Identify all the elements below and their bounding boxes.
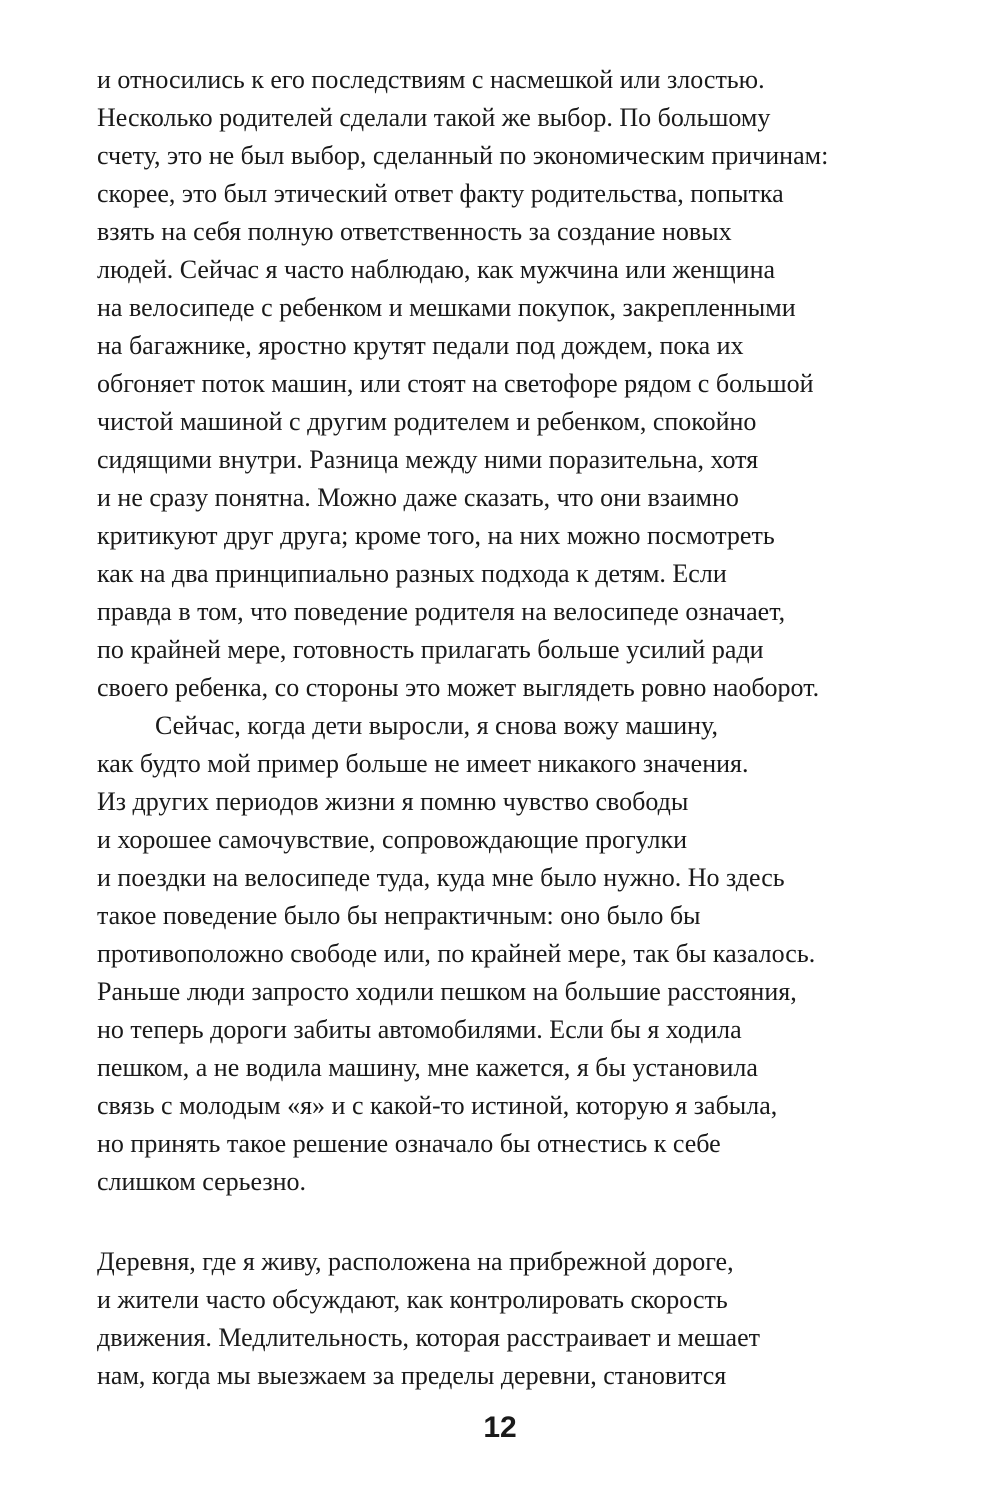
text-line: критикуют друг друга; кроме того, на них можно посмотреть xyxy=(97,521,775,550)
text-line: и не сразу понятна. Можно даже сказать, что они взаимно xyxy=(97,483,739,512)
text-line: слишком серьезно. xyxy=(97,1167,307,1196)
text-line: но принять такое решение означало бы отнестись к себе xyxy=(97,1129,721,1158)
text-line: как на два принципиально разных подхода к детям. Если xyxy=(97,559,727,588)
text-line: правда в том, что поведение родителя на велосипеде означает, xyxy=(97,597,786,626)
page-number: 12 xyxy=(483,1411,517,1444)
text-line: на велосипеде с ребенком и мешками покупок, закрепленными xyxy=(97,293,796,322)
text-line: и относились к его последствиям с насмешкой или злостью. xyxy=(97,65,765,94)
text-line: и жители часто обсуждают, как контролировать скорость xyxy=(97,1285,728,1314)
text-line: такое поведение было бы непрактичным: оно было бы xyxy=(97,901,701,930)
text-line: сидящими внутри. Разница между ними поразительна, хотя xyxy=(97,445,759,474)
text-line: скорее, это был этический ответ факту родительства, попытка xyxy=(97,179,784,208)
text-line: Деревня, где я живу, расположена на прибрежной дороге, xyxy=(97,1247,734,1276)
text-line: Сейчас, когда дети выросли, я снова вожу машину, xyxy=(155,711,718,740)
text-line: по крайней мере, готовность прилагать больше усилий ради xyxy=(97,635,764,664)
text-line: связь с молодым «я» и с какой-то истиной, которую я забыла, xyxy=(97,1091,778,1120)
text-line: движения. Медлительность, которая расстраивает и мешает xyxy=(97,1323,760,1352)
text-line: чистой машиной с другим родителем и ребенком, спокойно xyxy=(97,407,757,436)
text-line: на багажнике, яростно крутят педали под дождем, пока их xyxy=(97,331,744,360)
text-line: но теперь дороги забиты автомобилями. Если бы я ходила xyxy=(97,1015,742,1044)
text-line: как будто мой пример больше не имеет никакого значения. xyxy=(97,749,749,778)
text-line: пешком, а не водила машину, мне кажется, я бы установила xyxy=(97,1053,758,1082)
text-line: людей. Сейчас я часто наблюдаю, как мужчина или женщина xyxy=(97,255,776,284)
text-line: Раньше люди запросто ходили пешком на большие расстояния, xyxy=(97,977,797,1006)
text-line: и хорошее самочувствие, сопровождающие прогулки xyxy=(97,825,688,854)
text-line: обгоняет поток машин, или стоят на светофоре рядом с большой xyxy=(97,369,814,398)
text-line: противоположно свободе или, по крайней мере, так бы казалось. xyxy=(97,939,816,968)
text-line: нам, когда мы выезжаем за пределы деревни, становится xyxy=(97,1361,727,1390)
text-line: счету, это не был выбор, сделанный по экономическим причинам: xyxy=(97,141,829,170)
text-line: Из других периодов жизни я помню чувство свободы xyxy=(97,787,689,816)
text-line: и поездки на велосипеде туда, куда мне было нужно. Но здесь xyxy=(97,863,785,892)
text-line: своего ребенка, со стороны это может выглядеть ровно наоборот. xyxy=(97,673,820,702)
text-line: взять на себя полную ответственность за создание новых xyxy=(97,217,732,246)
text-line: Несколько родителей сделали такой же выбор. По большому xyxy=(97,103,771,132)
